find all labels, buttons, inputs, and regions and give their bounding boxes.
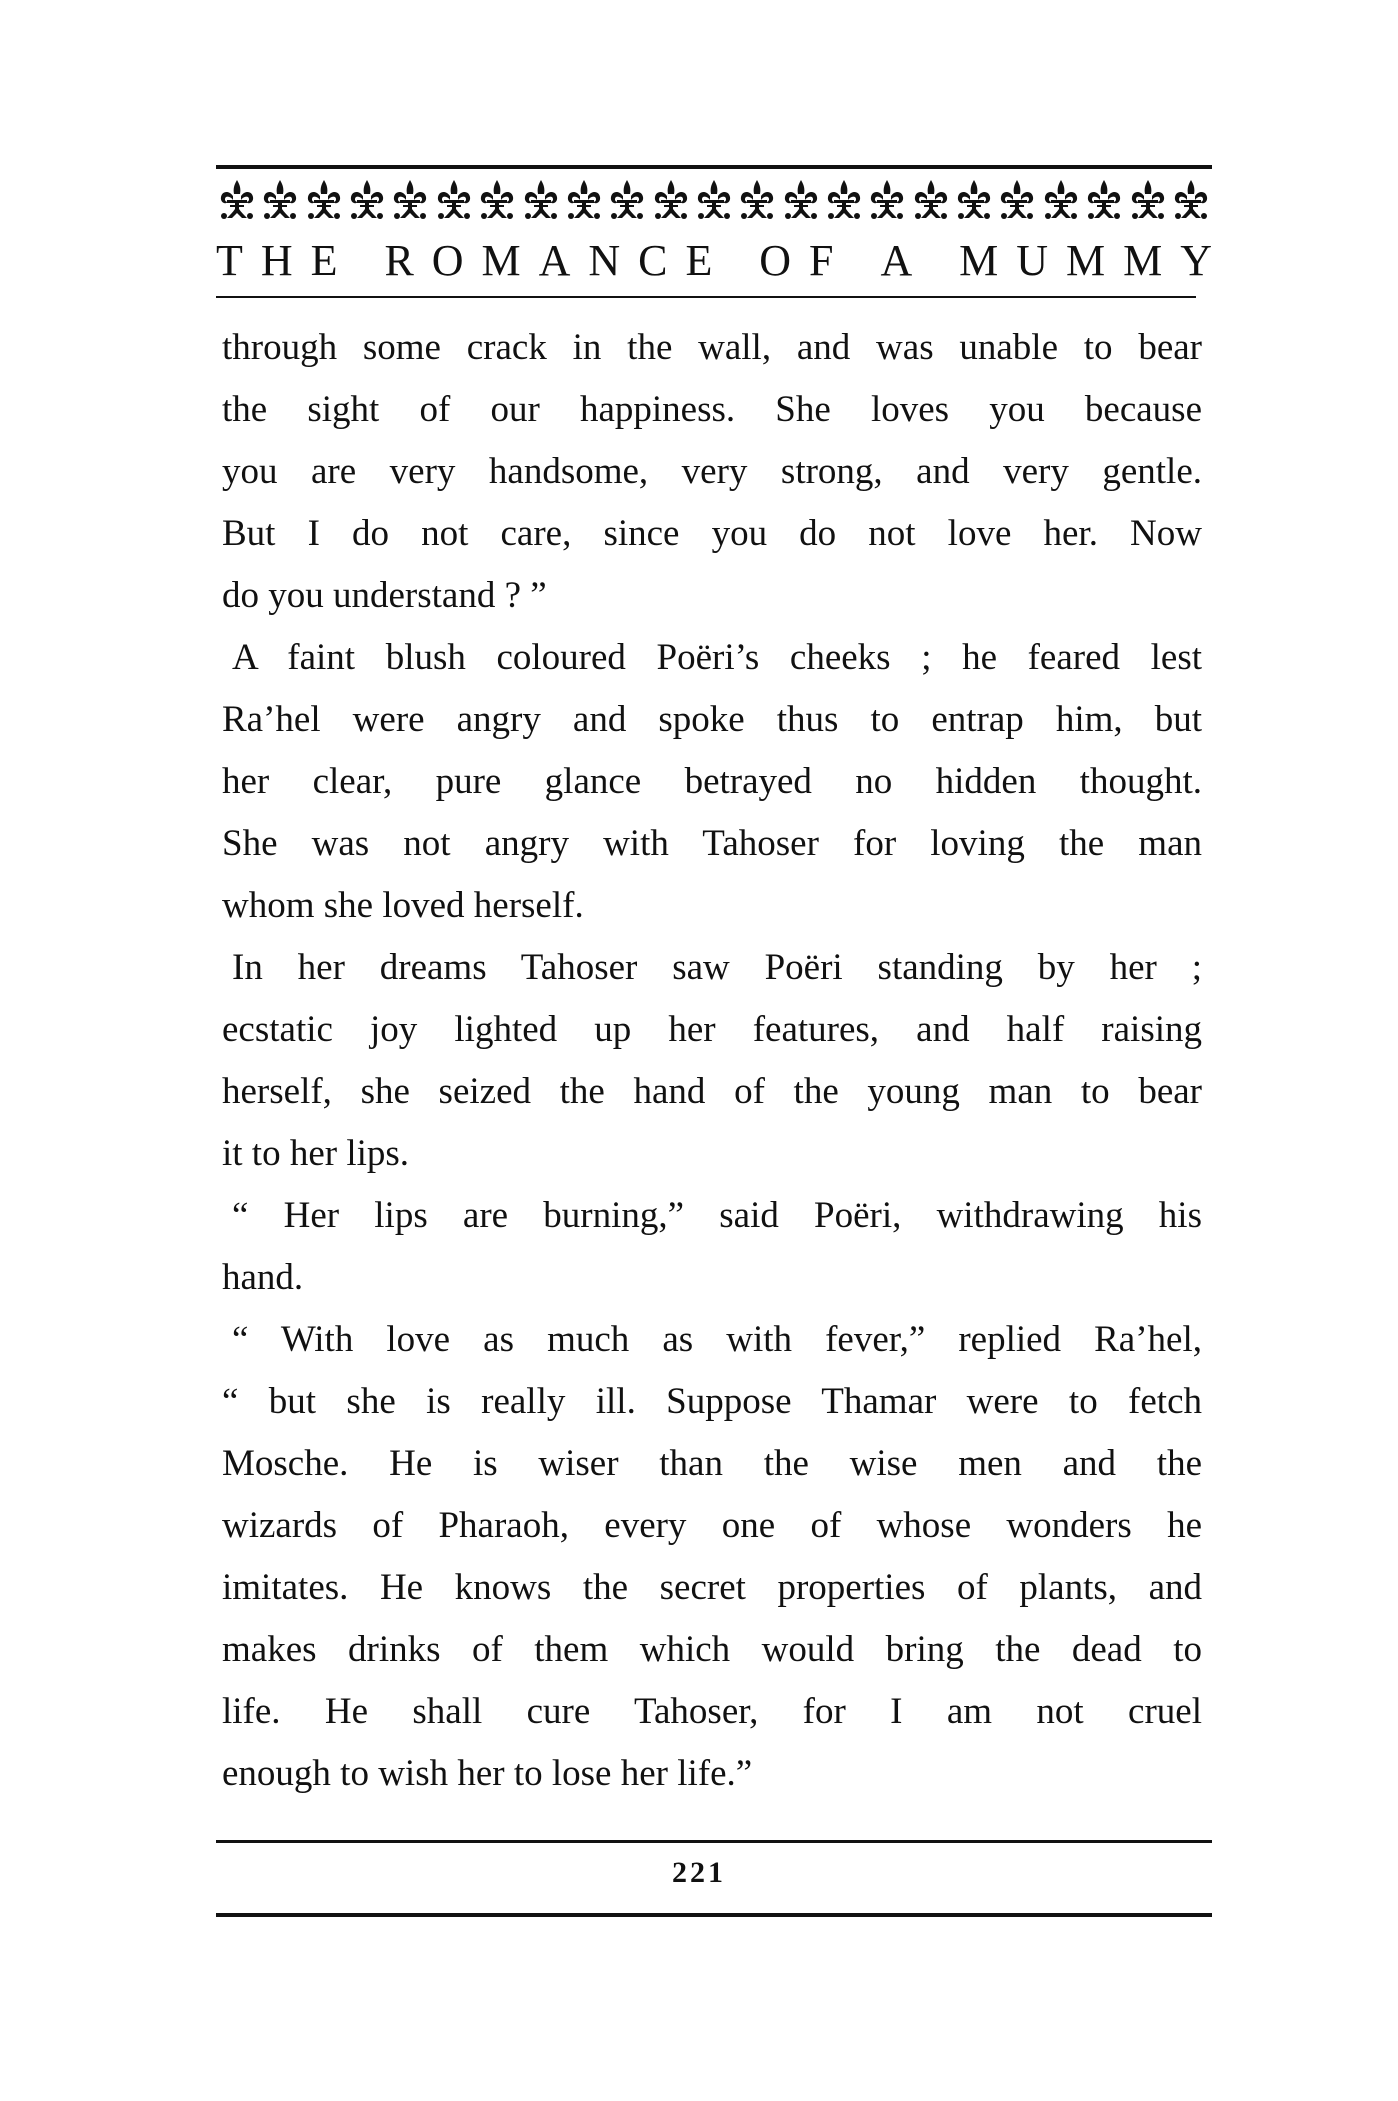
text-line: But I do not care, since you do not love her. Now bbox=[222, 513, 1202, 554]
running-head-letter bbox=[851, 236, 862, 286]
fleur-de-lis-icon bbox=[522, 178, 560, 222]
text-line: her clear, pure glance betrayed no hidden thought. bbox=[222, 761, 1202, 802]
running-head-letter: H bbox=[260, 236, 293, 285]
running-head-letter: N bbox=[588, 236, 621, 285]
fleur-de-lis-icon bbox=[435, 178, 473, 222]
text-line: Ra’hel were angry and spoke thus to entrap him, but bbox=[222, 699, 1202, 740]
body-text bbox=[222, 317, 1202, 1805]
header-rule-thin bbox=[216, 296, 1196, 298]
running-head-letter: O bbox=[759, 236, 792, 285]
fleur-de-lis-icon bbox=[608, 178, 646, 222]
footer-rule bbox=[216, 1840, 1212, 1843]
text-line: ecstatic joy lighted up her features, and half raising bbox=[222, 1009, 1202, 1050]
running-head-letter: O bbox=[431, 236, 464, 285]
text-line: enough to wish her to lose her life.” bbox=[222, 1753, 753, 1794]
fleur-de-lis-icon bbox=[391, 178, 429, 222]
text-line: wizards of Pharaoh, every one of whose wonders he bbox=[222, 1505, 1202, 1546]
running-head-letter: C bbox=[638, 236, 668, 285]
running-head-letter: Y bbox=[1180, 236, 1212, 285]
fleur-de-lis-icon bbox=[782, 178, 820, 222]
text-line: the sight of our happiness. She loves you because bbox=[222, 389, 1202, 430]
running-head-letter: A bbox=[538, 236, 571, 285]
running-head-letter bbox=[930, 236, 941, 286]
text-line: “ Her lips are burning,” said Poëri, withdrawing his bbox=[232, 1195, 1202, 1236]
text-line: imitates. He knows the secret properties of plants, and bbox=[222, 1567, 1202, 1608]
running-head-letter: M bbox=[1123, 236, 1163, 285]
fleur-de-lis-icon bbox=[652, 178, 690, 222]
running-head-letter: M bbox=[1066, 236, 1106, 285]
text-line: She was not angry with Tahoser for loving the man bbox=[222, 823, 1202, 864]
running-head-letter bbox=[730, 236, 741, 286]
fleur-de-lis-icon bbox=[1085, 178, 1123, 222]
footer-rule-bottom bbox=[216, 1913, 1212, 1917]
running-head-letter: U bbox=[1016, 236, 1049, 285]
running-head-letter: A bbox=[880, 236, 913, 285]
running-head-letter: M bbox=[481, 236, 521, 285]
running-head-letter: E bbox=[685, 236, 713, 285]
text-line: life. He shall cure Tahoser, for I am not cruel bbox=[222, 1691, 1202, 1732]
text-line: “ but she is really ill. Suppose Thamar were to fetch bbox=[222, 1381, 1202, 1422]
running-head bbox=[216, 236, 1212, 286]
fleur-de-lis-icon bbox=[695, 178, 733, 222]
running-head-letter bbox=[355, 236, 366, 286]
text-line: through some crack in the wall, and was unable to bear bbox=[222, 327, 1202, 368]
fleur-de-lis-icon bbox=[998, 178, 1036, 222]
fleur-de-lis-icon bbox=[825, 178, 863, 222]
fleur-de-lis-icon bbox=[738, 178, 776, 222]
fleur-de-lis-icon bbox=[565, 178, 603, 222]
fleur-de-lis-icon bbox=[261, 178, 299, 222]
text-line: “ With love as much as with fever,” replied Ra’hel, bbox=[232, 1319, 1202, 1360]
fleur-de-lis-icon bbox=[912, 178, 950, 222]
header-rule bbox=[216, 165, 1212, 169]
running-head-letter: R bbox=[384, 236, 414, 285]
text-line: In her dreams Tahoser saw Poëri standing by her ; bbox=[232, 947, 1202, 988]
text-line: makes drinks of them which would bring the dead to bbox=[222, 1629, 1202, 1670]
fleur-de-lis-icon bbox=[955, 178, 993, 222]
fleur-de-lis-icon bbox=[305, 178, 343, 222]
running-head-letter: T bbox=[216, 236, 243, 285]
page-number: 221 bbox=[672, 1856, 726, 1889]
text-line: whom she loved herself. bbox=[222, 885, 584, 926]
text-line: herself, she seized the hand of the young man to bear bbox=[222, 1071, 1202, 1112]
fleur-de-lis-icon bbox=[1042, 178, 1080, 222]
text-line: Mosche. He is wiser than the wise men and the bbox=[222, 1443, 1202, 1484]
fleur-de-lis-icon bbox=[868, 178, 906, 222]
text-line: A faint blush coloured Poëri’s cheeks ; he feared lest bbox=[232, 637, 1202, 678]
running-head-letter: M bbox=[959, 236, 999, 285]
running-head-letter: F bbox=[809, 236, 834, 285]
text-line: you are very handsome, very strong, and very gentle. bbox=[222, 451, 1202, 492]
fleur-de-lis-icon bbox=[218, 178, 256, 222]
fleur-de-lis-icon bbox=[478, 178, 516, 222]
fleur-de-lis-icon bbox=[1129, 178, 1167, 222]
fleur-de-lis-border bbox=[218, 176, 1210, 224]
text-line: do you understand ? ” bbox=[222, 575, 547, 616]
text-line: it to her lips. bbox=[222, 1133, 410, 1174]
text-line: hand. bbox=[222, 1257, 304, 1298]
fleur-de-lis-icon bbox=[1172, 178, 1210, 222]
fleur-de-lis-icon bbox=[348, 178, 386, 222]
running-head-letter: E bbox=[310, 236, 338, 285]
